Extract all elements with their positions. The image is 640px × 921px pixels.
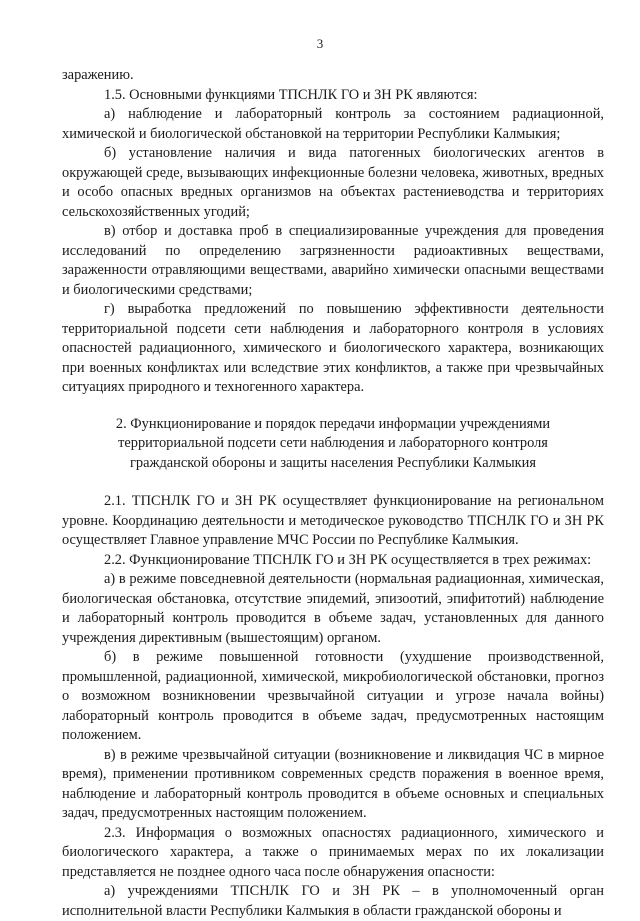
list-item-v-sampling: в) отбор и доставка проб в специализированные учреждения для проведения исследований по определению загрязненности радиоактивных веществами, зараженности отравляющими веществами, аварийно химически опасными веществами и биологическими средствами; [62, 223, 604, 298]
list-item-b-pathogens: б) установление наличия и вида патогенных биологических агентов в окружающей среде, вызывающих инфекционные болезни человека, животных, вредных и особо опасных вредных организмов на объектах растениеводства и территориях сельскохозяйственных угодий; [62, 145, 604, 220]
mode-item-v-emergency: в) в режиме чрезвычайной ситуации (возникновение и ликвидация ЧС в мирное время), применении противником современных средств поражения в военное время, наблюдение и лабораторный контроль проводится в объеме основных и специальных задач, предусмотренных настоящим положением. [62, 746, 604, 821]
paragraph-2-3: 2.3. Информация о возможных опасностях радиационного, химического и биологического характера, а также о принимаемых мерах по их локализации представляется не позднее одного часа после обнаружения опасности: [62, 824, 604, 880]
list-item-a-monitoring: а) наблюдение и лабораторный контроль за состоянием радиационной, химической и биологической обстановкой на территории Республики Калмыкия; [62, 106, 604, 142]
page-number: 3 [316, 36, 324, 51]
paragraph-2-2: 2.2. Функционирование ТПСНЛК ГО и ЗН РК осуществляется в трех режимах: [104, 551, 592, 568]
mode-item-a-daily: а) в режиме повседневной деятельности (нормальная радиационная, химическая, биологическая обстановка, отсутствие эпидемий, эпизоотий, эпифитотий) наблюдение и лабораторный контроль проводится в объеме задач, установленных для данного учреждения директивным (вышестоящим) органом. [62, 571, 604, 646]
section-2-heading: 2. Функционирование и порядок передачи информации учреждениями территориальной подсети сети наблюдения и лабораторного контроля гражданской обороны и защиты населения Республики Калмыкия [115, 415, 551, 471]
list-item-g-proposals: г) выработка предложений по повышению эффективности деятельности территориальной подсети сети наблюдения и лабораторного контроля в условиях опасностей радиационного, химического и биологического характера, возникающих при военных конфликтах или вследствие этих конфликтов, а также при чрезвычайных ситуациях природного и техногенного характера. [62, 301, 604, 395]
recipient-item-a: а) учреждениями ТПСНЛК ГО и ЗН РК – в уполномоченный орган исполнительной власти Республики Калмыкия в области гражданской обороны и [62, 883, 604, 919]
mode-item-b-alert: б) в режиме повышенной готовности (ухудшение производственной, промышленной, радиационной, химической, микробиологической обстановки, прогноз о возможном возникновении чрезвычайной ситуации и угрозе начала войны) лабораторный контроль проводится в объеме задач, предусмотренных настоящим положением. [62, 649, 604, 743]
document-body [62, 66, 604, 921]
paragraph-2-1: 2.1. ТПСНЛК ГО и ЗН РК осуществляет функционирование на региональном уровне. Координацию деятельности и методическое руководство ТПСНЛК ГО и ЗН РК осуществляет Главное управление МЧС России по Республике Калмыкия. [62, 493, 604, 548]
paragraph-1-5: 1.5. Основными функциями ТПСНЛК ГО и ЗН РК являются: [104, 86, 478, 103]
paragraph-continuation: заражению. [62, 67, 134, 83]
